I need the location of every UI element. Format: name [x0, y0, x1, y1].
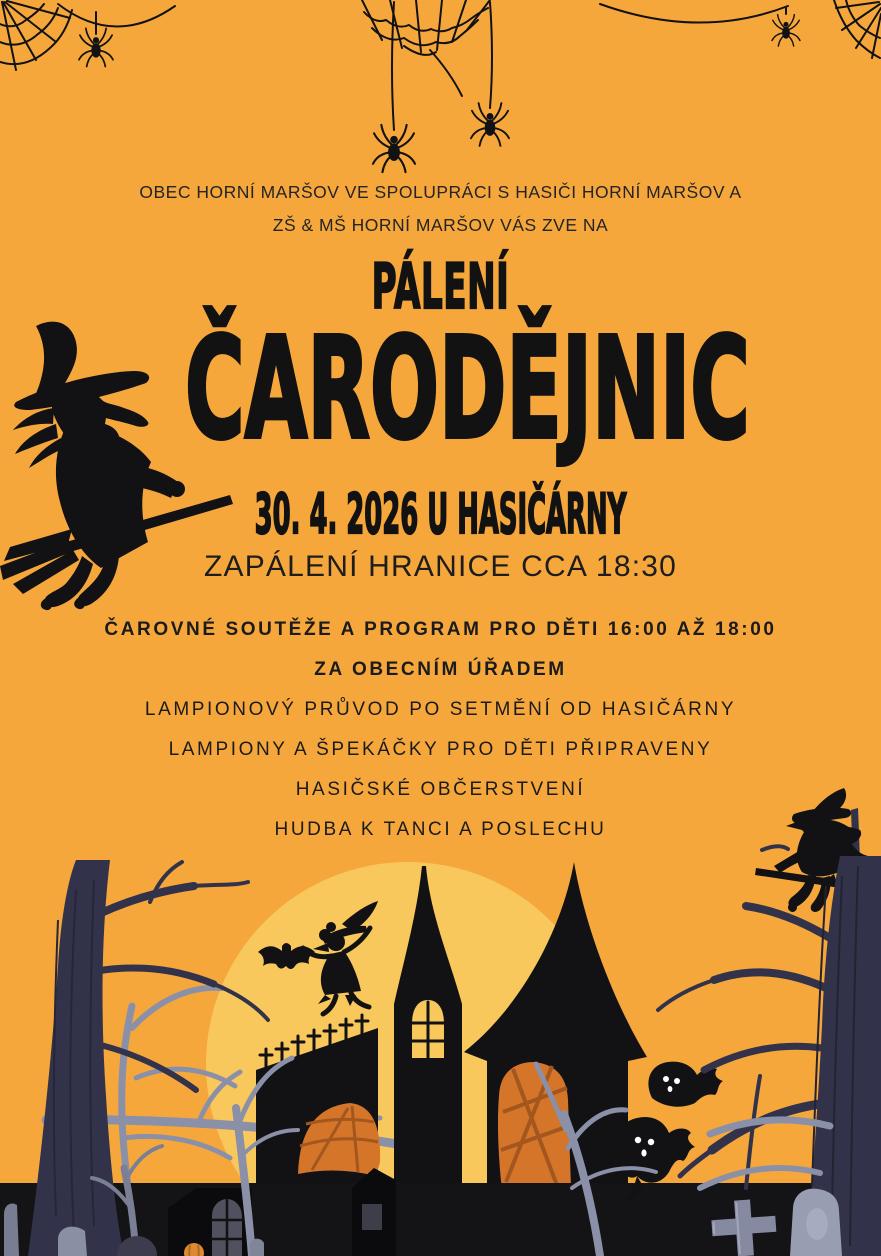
program-line: ČAROVNÉ SOUTĚŽE A PROGRAM PRO DĚTI 16:00 AŽ 18:00	[104, 619, 777, 640]
organizer-lines	[0, 176, 881, 242]
program-line: ZA OBECNÍM ÚŘADEM	[314, 659, 567, 680]
web-swag-left	[58, 4, 175, 27]
program-line: LAMPIONY A ŠPEKÁČKY PRO DĚTI PŘIPRAVENY	[168, 739, 713, 760]
web-center-tail	[430, 50, 462, 96]
program-line: HUDBA K TANCI A POSLECHU	[274, 819, 607, 840]
pre-title: PÁLENÍ	[371, 250, 510, 323]
tree-twig	[762, 846, 788, 850]
program-line: LAMPIONOVÝ PRŮVOD PO SETMĚNÍ OD HASIČÁRNY	[144, 699, 737, 720]
date-venue: 30. 4. 2026 U HASIČÁRNY	[254, 482, 627, 546]
witch-on-broom-icon	[0, 314, 240, 624]
organizer-line-1: OBEC HORNÍ MARŠOV VE SPOLUPRÁCI S HASIČI HORNÍ MARŠOV A	[139, 182, 742, 202]
page-title: ČARODĚJNIC	[185, 308, 750, 471]
web-right-spokes	[836, 2, 881, 58]
tombstone	[58, 1227, 87, 1256]
organizer-line-2: ZŠ & MŠ HORNÍ MARŠOV VÁS ZVE NA	[272, 215, 609, 235]
spider-webs-decoration	[0, 0, 881, 180]
web-center-tiers	[364, 8, 488, 55]
spider-icon	[373, 125, 415, 172]
haunted-scene	[0, 856, 881, 1256]
web-left-tiers	[0, 4, 72, 64]
spider-icon	[772, 15, 800, 46]
bonfire-time: ZAPÁLENÍ HRANICE CCA 18:30	[203, 550, 678, 583]
spider-icon	[471, 103, 509, 146]
tombstone	[250, 1239, 264, 1256]
program-line: HASIČSKÉ OBČERSTVENÍ	[295, 779, 586, 800]
tombstone	[4, 1203, 19, 1256]
web-swag-right	[600, 4, 788, 23]
